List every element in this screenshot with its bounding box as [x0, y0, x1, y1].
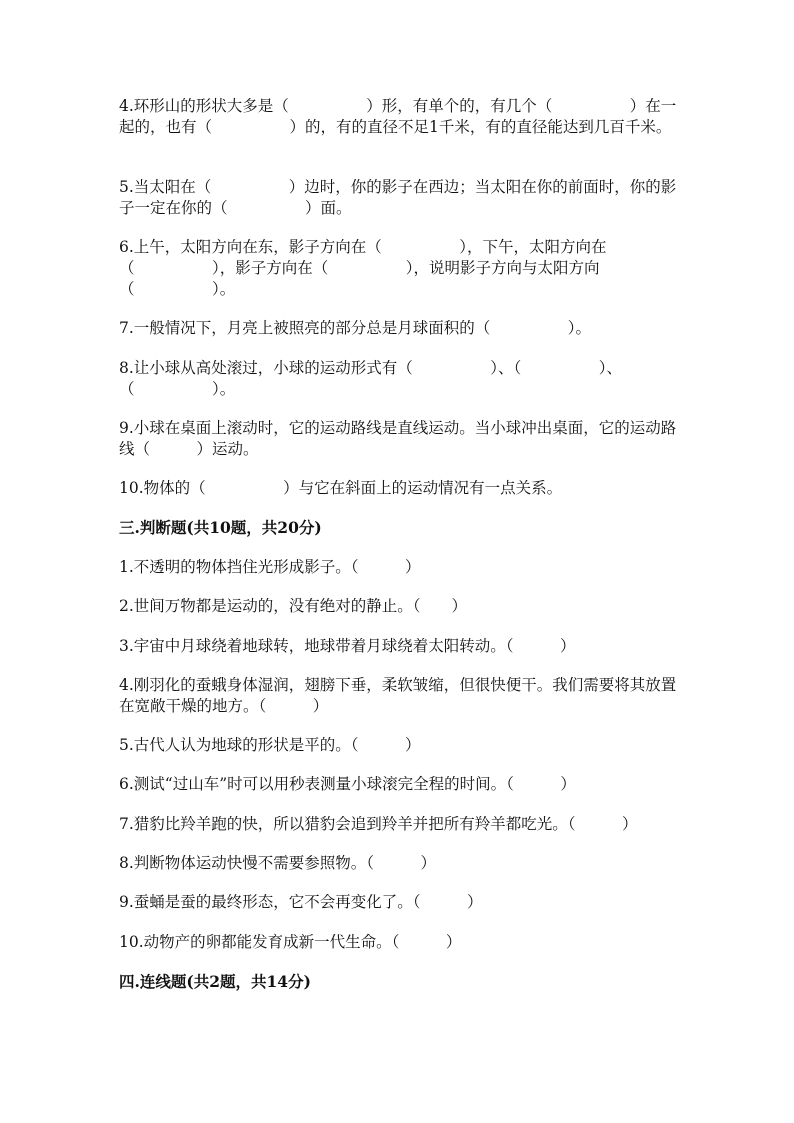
judge-question-3: 3.宇宙中月球绕着地球转，地球带着月球绕着太阳转动。（ ）: [119, 637, 576, 655]
fill-question-9: 9.小球在桌面上滚动时，它的运动路线是直线运动。当小球冲出桌面，它的运动路线（ ）运动。: [119, 419, 677, 458]
judge-question-2: 2.世间万物都是运动的，没有绝对的静止。（ ）: [119, 597, 468, 615]
fill-question-7: 7.一般情况下，月亮上被照亮的部分总是月球面积的（ ）。: [119, 319, 592, 337]
judge-question-8: 8.判断物体运动快慢不需要参照物。（ ）: [119, 854, 437, 872]
judge-question-4: 4.刚羽化的蚕蛾身体湿润，翅膀下垂，柔软皱缩，但很快便干。我们需要将其放置在宽敞干燥的地方。（ ）: [119, 676, 677, 715]
judge-question-6: 6.测试“过山车”时可以用秒表测量小球滚完全程的时间。（ ）: [119, 775, 576, 793]
fill-question-6: 6.上午，太阳方向在东，影子方向在（ ），下午，太阳方向在（ ），影子方向在（ ），说明影子方向与太阳方向（ ）。: [119, 238, 607, 298]
fill-question-10: 10.物体的（ ）与它在斜面上的运动情况有一点关系。: [119, 479, 563, 497]
section-title-matching: 四.连线题(共2题，共14分): [119, 972, 311, 991]
judge-question-1: 1.不透明的物体挡住光形成影子。（ ）: [119, 558, 421, 576]
fill-question-8: 8.让小球从高处滚过，小球的运动形式有（ ）、（ ）、（ ）。: [119, 359, 623, 398]
fill-question-5: 5.当太阳在（ ）边时，你的影子在西边；当太阳在你的前面时，你的影子一定在你的（ ）面。: [119, 178, 677, 217]
judge-question-7: 7.猎豹比羚羊跑的快，所以猎豹会追到羚羊并把所有羚羊都吃光。（ ）: [119, 815, 638, 833]
judge-question-10: 10.动物产的卵都能发育成新一代生命。（ ）: [119, 933, 462, 951]
judge-question-9: 9.蚕蛹是蚕的最终形态，它不会再变化了。（ ）: [119, 893, 483, 911]
section-title-judge: 三.判断题(共10题，共20分): [119, 518, 322, 537]
judge-question-5: 5.古代人认为地球的形状是平的。（ ）: [119, 736, 421, 754]
fill-question-4: 4.环形山的形状大多是（ ）形，有单个的，有几个（ ）在一起的，也有（ ）的，有的直径不足1千米，有的直径能达到几百千米。: [119, 97, 677, 136]
